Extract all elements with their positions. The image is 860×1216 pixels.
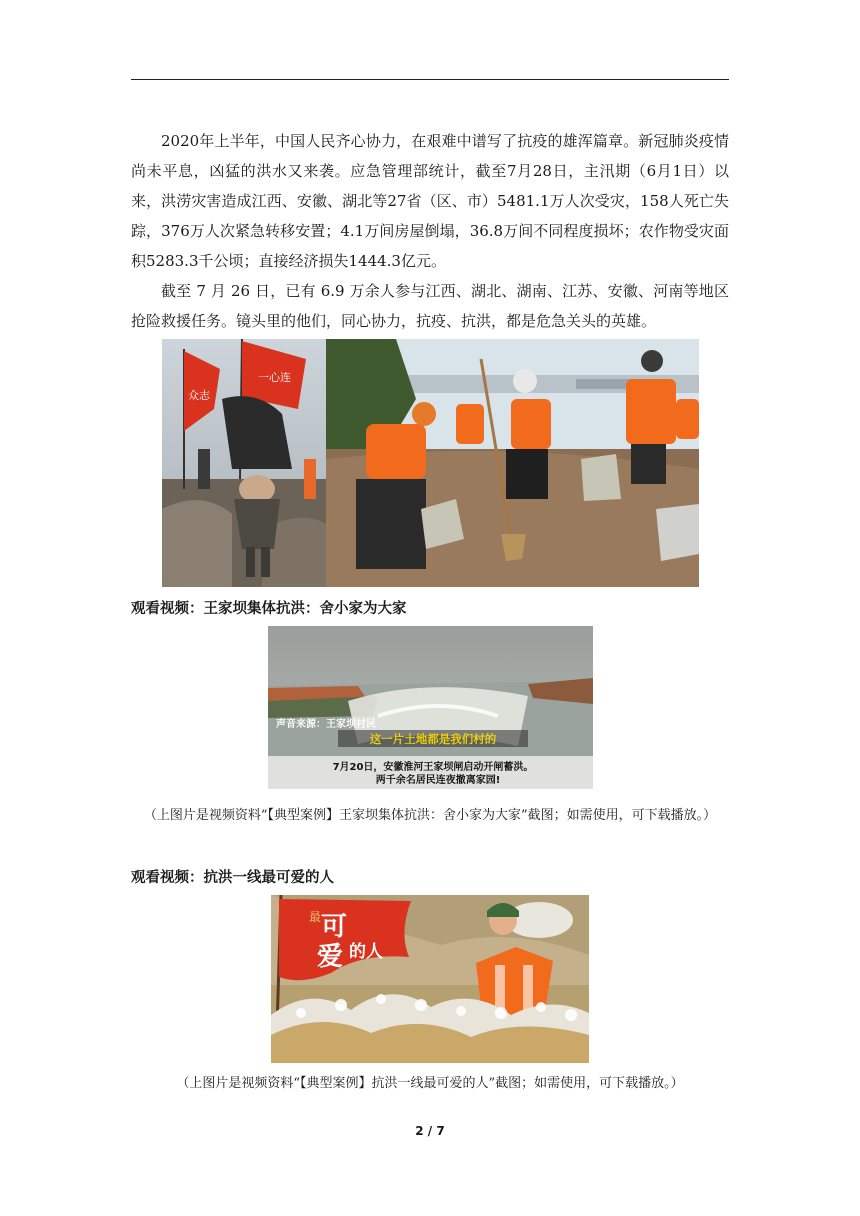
- intro-paragraph: 2020年上半年，中国人民齐心协力，在艰难中谱写了抗疫的雄浑篇章。新冠肺炎疫情尚未平息，凶猛的洪水又来袭。应急管理部统计，截至7月28日，主汛期（6月1日）以来，洪涝灾害造成江西、安徽、湖北等27省（区、市）5481.1万人次受灾，158人死亡失踪，376万人次紧急转移安置；4.1万间房屋倒塌，36.8万间不同程度损坏；农作物受灾面积5283.3千公顷；直接经济损失1444.3亿元。: [131, 132, 729, 270]
- video2-heading: 观看视频：抗洪一线最可爱的人: [131, 870, 334, 886]
- flag-left-text: 众志: [188, 389, 210, 402]
- title-char-ai: 爱: [317, 942, 344, 972]
- rescuer-photo-flags: [162, 339, 326, 587]
- rescuer-photo-sandbags: [326, 339, 699, 587]
- video1-subtitle: 这一片土地都是我们村的: [369, 732, 497, 746]
- video1-bottom-line1: 7月20日，安徽淮河王家坝闸启动开闸蓄洪。: [332, 762, 534, 773]
- video1-screenshot[interactable]: [268, 626, 593, 789]
- flag-right-text: 一心连: [258, 371, 291, 384]
- video1-source-label: 声音来源：王家坝村民: [276, 719, 376, 730]
- rescue-paragraph: 截至 7 月 26 日，已有 6.9 万余人参与江西、湖北、湖南、江苏、安徽、河南等地区抢险救援任务。镜头里的他们，同心协力，抗疫、抗洪，都是危急关头的英雄。: [131, 282, 729, 330]
- video1-caption: （上图片是视频资料“【典型案例】王家坝集体抗洪：舍小家为大家”截图；如需使用，可下载播放。）: [143, 808, 717, 823]
- video1-heading: 观看视频：王家坝集体抗洪：舍小家为大家: [131, 601, 407, 617]
- video1-bottom-line2: 两千余名居民连夜撤离家园!: [375, 775, 501, 786]
- page-number: 2 / 7: [415, 1124, 445, 1138]
- video2-caption: （上图片是视频资料“【典型案例】抗洪一线最可爱的人”截图；如需使用，可下载播放。）: [176, 1076, 684, 1091]
- video2-screenshot[interactable]: [271, 895, 589, 1063]
- title-char-deren: 的人: [349, 942, 383, 962]
- title-char-zui: 最: [309, 910, 322, 924]
- header-rule: [131, 79, 729, 80]
- title-char-ke: 可: [321, 912, 348, 942]
